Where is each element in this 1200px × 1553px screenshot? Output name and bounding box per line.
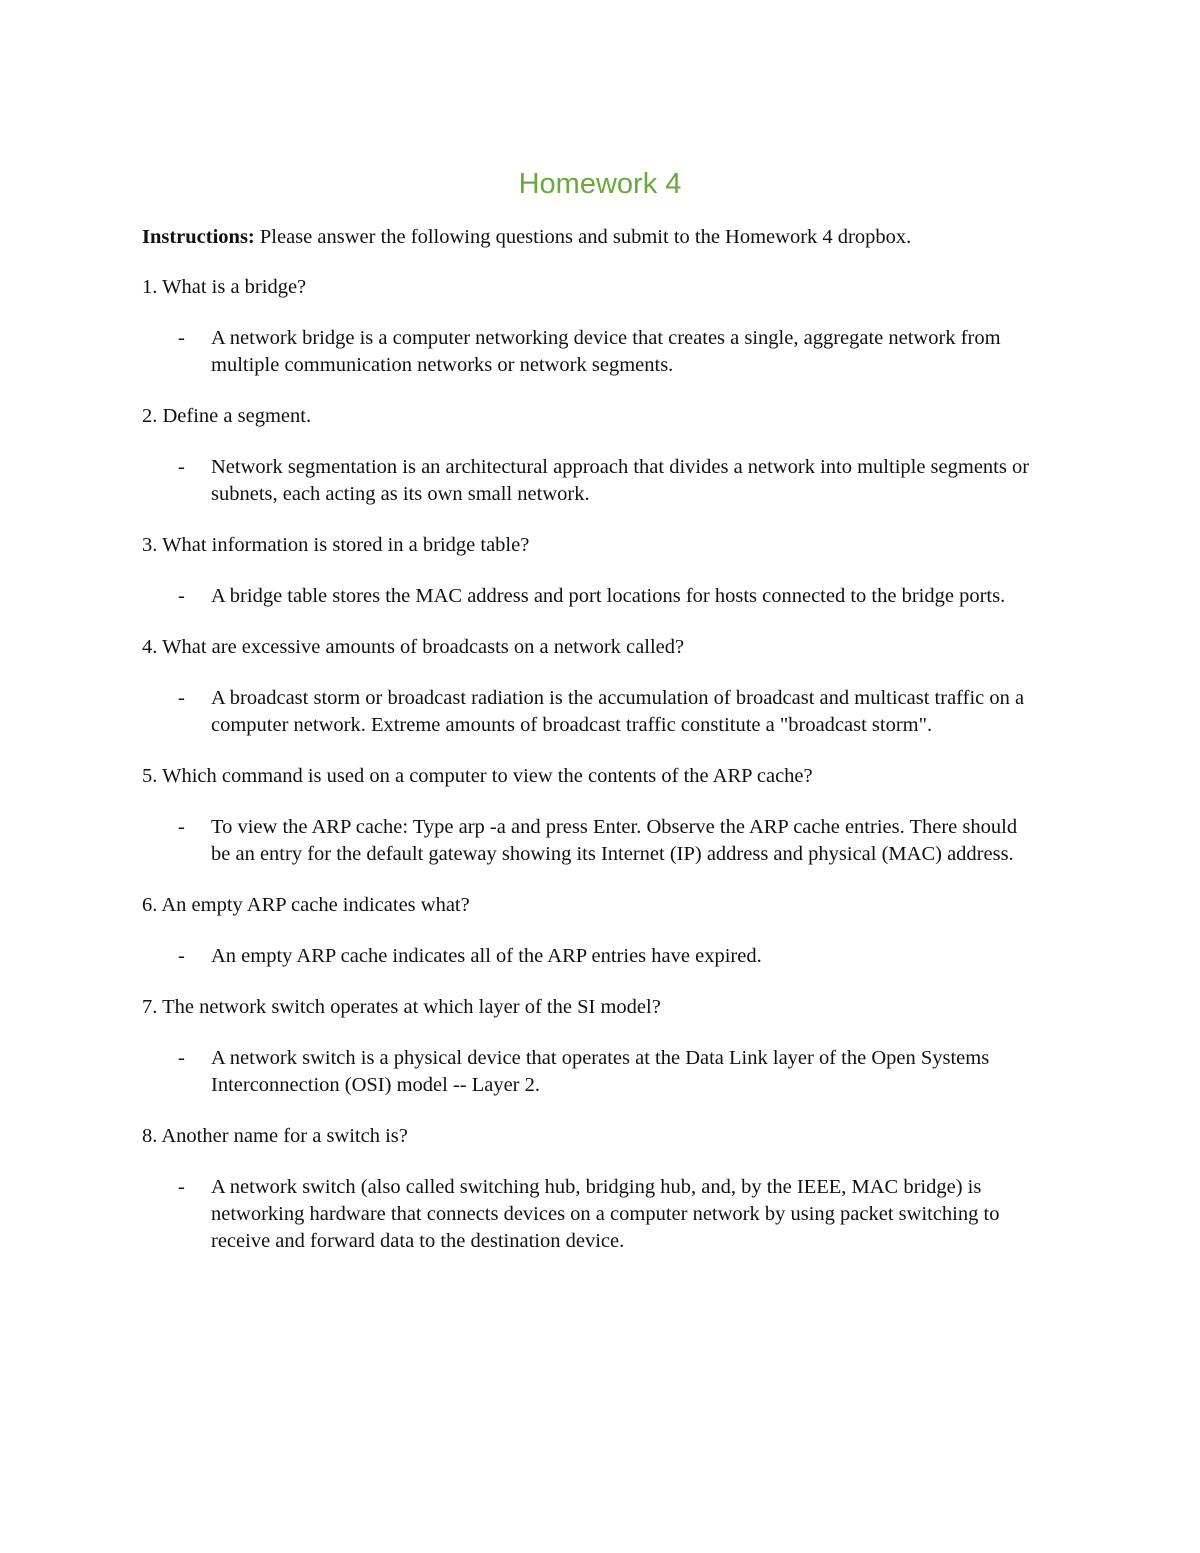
answer-1 bbox=[142, 325, 1042, 379]
answer-dash: - bbox=[178, 585, 185, 607]
answer-text-1: A network bridge is a computer networking device that creates a single, aggregate network from multiple communication networks or network segments. bbox=[211, 327, 1001, 376]
qa-item-4 bbox=[142, 634, 1042, 739]
answer-dash: - bbox=[178, 1047, 185, 1069]
qa-item-5 bbox=[142, 763, 1042, 868]
answer-dash: - bbox=[178, 687, 185, 709]
qa-item-7 bbox=[142, 994, 1042, 1099]
answer-text-4: A broadcast storm or broadcast radiation is the accumulation of broadcast and multicast traffic on a computer network. Extreme amounts of broadcast traffic constitute a "broadcast storm". bbox=[211, 687, 1025, 736]
answer-dash: - bbox=[178, 816, 185, 838]
question-6: 6. An empty ARP cache indicates what? bbox=[142, 894, 470, 916]
answer-2 bbox=[142, 454, 1042, 508]
question-2: 2. Define a segment. bbox=[142, 405, 312, 427]
answer-dash: - bbox=[178, 456, 185, 478]
instructions-paragraph bbox=[142, 224, 1042, 251]
answer-dash: - bbox=[178, 327, 185, 349]
question-5: 5. Which command is used on a computer to view the contents of the ARP cache? bbox=[142, 765, 813, 787]
instructions-label: Instructions: bbox=[142, 226, 255, 248]
answer-text-7: A network switch is a physical device that operates at the Data Link layer of the Open Systems Interconnection (OSI) model -- Layer 2. bbox=[211, 1047, 990, 1096]
answer-text-8: A network switch (also called switching hub, bridging hub, and, by the IEEE, MAC bridge) is networking hardware that connects devices on a computer network by using packet switching to receive and forward data to the destination device. bbox=[211, 1176, 1000, 1252]
answer-text-6: An empty ARP cache indicates all of the ARP entries have expired. bbox=[211, 945, 762, 967]
question-3: 3. What information is stored in a bridge table? bbox=[142, 534, 530, 556]
answer-text-2: Network segmentation is an architectural approach that divides a network into multiple segments or subnets, each acting as its own small network. bbox=[211, 456, 1030, 505]
qa-item-3 bbox=[142, 532, 1042, 610]
answer-5 bbox=[142, 814, 1042, 868]
answer-dash: - bbox=[178, 1176, 185, 1198]
document-title: Homework 4 bbox=[518, 168, 682, 200]
answer-text-5: To view the ARP cache: Type arp -a and press Enter. Observe the ARP cache entries. There should be an entry for the default gateway showing its Internet (IP) address and physical (MAC) address. bbox=[211, 816, 1018, 865]
answer-7 bbox=[142, 1045, 1042, 1099]
answer-3 bbox=[142, 583, 1042, 610]
answer-dash: - bbox=[178, 945, 185, 967]
answer-4 bbox=[142, 685, 1042, 739]
qa-item-6 bbox=[142, 892, 1042, 970]
question-7: 7. The network switch operates at which layer of the SI model? bbox=[142, 996, 661, 1018]
question-1: 1. What is a bridge? bbox=[142, 276, 307, 298]
instructions-text: Please answer the following questions and submit to the Homework 4 dropbox. bbox=[254, 226, 912, 248]
answer-8 bbox=[142, 1174, 1042, 1255]
document-body bbox=[142, 224, 1042, 1279]
question-8: 8. Another name for a switch is? bbox=[142, 1125, 408, 1147]
question-4: 4. What are excessive amounts of broadcasts on a network called? bbox=[142, 636, 685, 658]
answer-6 bbox=[142, 943, 1042, 970]
qa-item-1 bbox=[142, 274, 1042, 379]
answer-text-3: A bridge table stores the MAC address and port locations for hosts connected to the bridge ports. bbox=[211, 585, 1006, 607]
qa-item-2 bbox=[142, 403, 1042, 508]
qa-item-8 bbox=[142, 1123, 1042, 1255]
